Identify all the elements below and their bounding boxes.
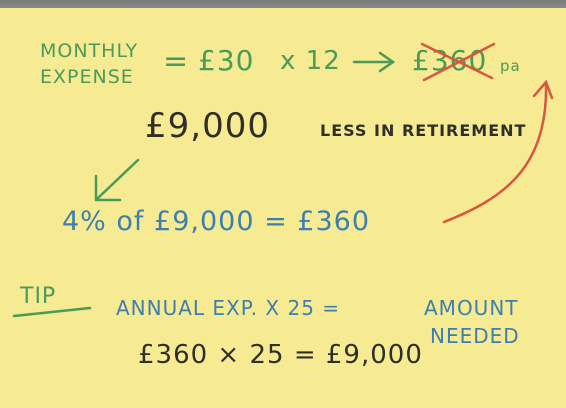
rule-needed: NEEDED xyxy=(430,324,520,348)
tip-label: TIP xyxy=(20,284,57,309)
curved-arrow-icon xyxy=(444,82,552,222)
cross-out-mark xyxy=(422,44,494,80)
times-twelve: x 12 xyxy=(280,46,341,76)
monthly-label: MONTHLY xyxy=(40,40,139,62)
rule-amount: AMOUNT xyxy=(424,296,519,320)
equals-sign: = xyxy=(163,44,190,79)
annual-amount: £360 xyxy=(412,44,488,77)
four-percent-calc: 4% of £9,000 = £360 xyxy=(62,206,370,237)
expense-label: EXPENSE xyxy=(40,66,134,88)
retirement-amount: £9,000 xyxy=(145,106,270,146)
tip-underline xyxy=(14,308,90,316)
rule-left: ANNUAL EXP. X 25 = xyxy=(116,296,341,320)
rule-example: £360 × 25 = £9,000 xyxy=(138,340,423,370)
per-annum: pa xyxy=(500,57,521,75)
monthly-amount: £30 xyxy=(198,44,255,77)
right-arrow-icon xyxy=(354,53,393,71)
down-left-arrow-icon xyxy=(96,160,138,200)
less-in-retirement: LESS IN RETIREMENT xyxy=(320,121,527,140)
